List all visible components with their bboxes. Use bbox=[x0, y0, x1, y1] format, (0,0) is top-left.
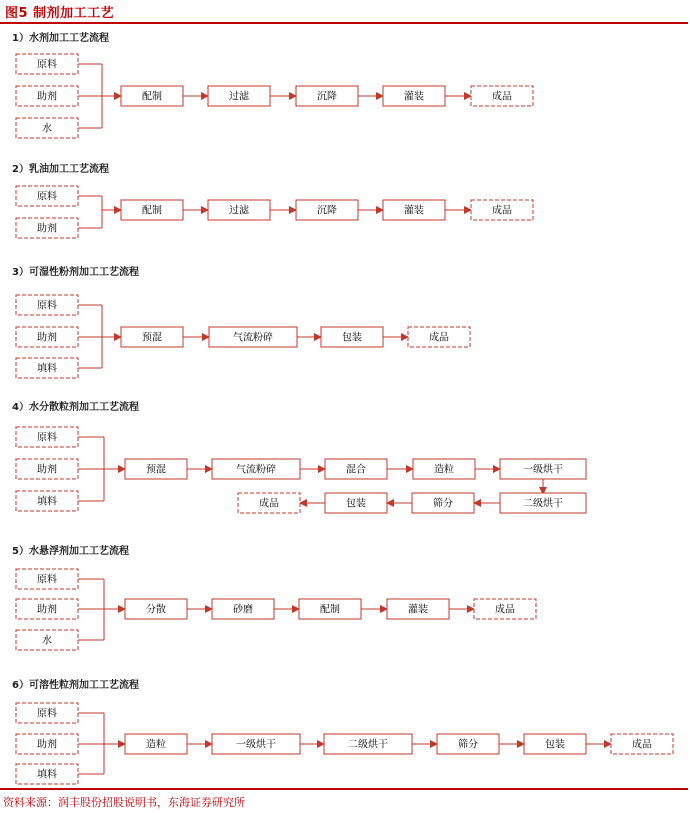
source-note: 资料来源：润丰股份招股说明书，东海证券研究所 bbox=[3, 796, 245, 809]
section5-step-4-label: 灌装 bbox=[408, 604, 428, 616]
figure-title: 图5 制剂加工工艺 bbox=[5, 6, 115, 21]
section6-input-1-label: 原料 bbox=[37, 708, 57, 720]
section5-input-3-label: 水 bbox=[42, 635, 52, 647]
section4-step-2-label: 气流粉碎 bbox=[236, 464, 276, 476]
section1-step-1-label: 配制 bbox=[142, 91, 162, 103]
section6-step-1-label: 造粒 bbox=[146, 739, 166, 751]
section3-input-3-label: 填料 bbox=[37, 363, 57, 375]
section4-output-label: 成品 bbox=[259, 498, 279, 510]
section2-step-4-label: 灌装 bbox=[404, 205, 424, 217]
section3-step-1-label: 预混 bbox=[142, 332, 162, 344]
section5-step-1-label: 分散 bbox=[146, 604, 166, 616]
section2-step-1-label: 配制 bbox=[142, 205, 162, 217]
section6-step-3-label: 二级烘干 bbox=[348, 739, 388, 751]
section5-input-2-label: 助剂 bbox=[37, 604, 57, 616]
section3-step-2-label: 气流粉碎 bbox=[233, 332, 273, 344]
section4-step-7-label: 筛分 bbox=[433, 498, 453, 510]
section3-step-3-label: 包装 bbox=[342, 332, 362, 344]
section6-step-4-label: 筛分 bbox=[458, 739, 478, 751]
section4-input-2-label: 助剂 bbox=[37, 464, 57, 476]
section4-step-4-label: 造粒 bbox=[434, 464, 454, 476]
section5-step-3-label: 配制 bbox=[320, 604, 340, 616]
section4-step-1-label: 预混 bbox=[146, 464, 166, 476]
section2-output-label: 成品 bbox=[492, 205, 512, 217]
section-heading-2: 2）乳油加工工艺流程 bbox=[12, 164, 109, 175]
section1-step-2-label: 过滤 bbox=[229, 91, 249, 103]
section2-step-2-label: 过滤 bbox=[229, 205, 249, 217]
section1-input-3-label: 水 bbox=[42, 123, 52, 135]
section-heading-4: 4）水分散粒剂加工工艺流程 bbox=[12, 402, 139, 413]
section5-output-label: 成品 bbox=[495, 604, 515, 616]
section6-step-5-label: 包装 bbox=[545, 739, 565, 751]
section-heading-6: 6）可溶性粒剂加工工艺流程 bbox=[12, 680, 139, 691]
section6-output-label: 成品 bbox=[632, 739, 652, 751]
section1-step-4-label: 灌装 bbox=[404, 91, 424, 103]
section2-input-2-label: 助剂 bbox=[37, 223, 57, 235]
section3-input-2-label: 助剂 bbox=[37, 332, 57, 344]
section6-input-3-label: 填料 bbox=[37, 769, 57, 781]
section3-output-label: 成品 bbox=[429, 332, 449, 344]
section2-step-3-label: 沉降 bbox=[317, 205, 337, 217]
section4-step-6-label: 二级烘干 bbox=[523, 498, 563, 510]
section3-input-1-label: 原料 bbox=[37, 300, 57, 312]
section-heading-3: 3）可湿性粉剂加工工艺流程 bbox=[12, 267, 139, 278]
section1-step-3-label: 沉降 bbox=[317, 91, 337, 103]
section5-input-1-label: 原料 bbox=[37, 574, 57, 586]
section6-step-2-label: 一级烘干 bbox=[236, 739, 276, 751]
section6-input-2-label: 助剂 bbox=[37, 739, 57, 751]
section4-step-5-label: 一级烘干 bbox=[523, 464, 563, 476]
section4-input-3-label: 填料 bbox=[37, 496, 57, 508]
section4-step-3-label: 混合 bbox=[346, 464, 366, 476]
footer-divider bbox=[0, 788, 688, 790]
section1-input-2-label: 助剂 bbox=[37, 91, 57, 103]
section-heading-5: 5）水悬浮剂加工工艺流程 bbox=[12, 546, 129, 557]
section4-step-8-label: 包装 bbox=[346, 498, 366, 510]
section2-input-1-label: 原料 bbox=[37, 191, 57, 203]
section5-step-2-label: 砂磨 bbox=[233, 604, 253, 616]
section1-input-1-label: 原料 bbox=[37, 59, 57, 71]
section4-input-1-label: 原料 bbox=[37, 432, 57, 444]
section-heading-1: 1）水剂加工工艺流程 bbox=[12, 33, 109, 44]
section1-output-label: 成品 bbox=[492, 91, 512, 103]
